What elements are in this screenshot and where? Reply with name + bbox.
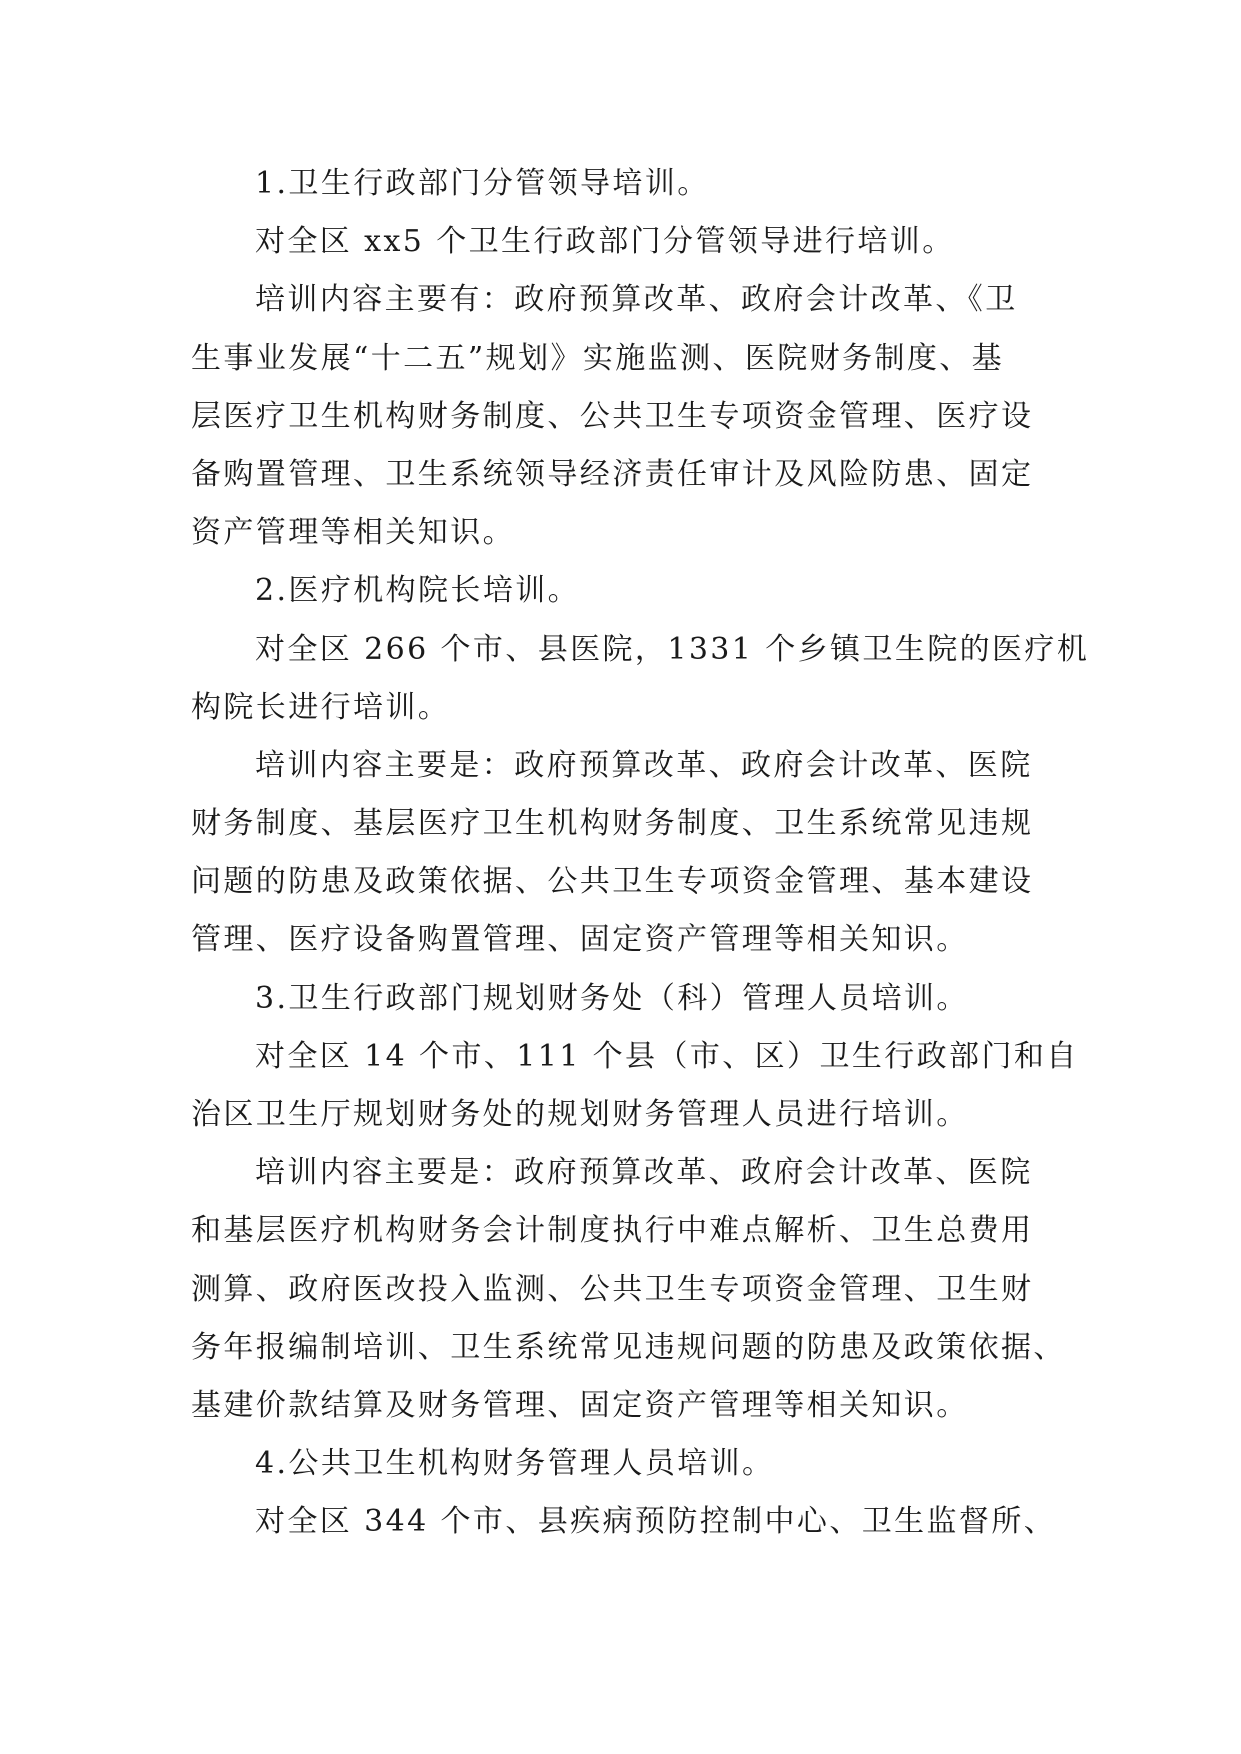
text-line: 2.医疗机构院长培训。	[255, 573, 581, 609]
text-line: 生事业发展“十二五”规划》实施监测、医院财务制度、基	[191, 340, 1005, 376]
text-line: 培训内容主要是：政府预算改革、政府会计改革、医院	[255, 747, 1033, 783]
text-line: 1.卫生行政部门分管领导培训。	[255, 166, 710, 201]
text-line: 和基层医疗机构财务会计制度执行中难点解析、卫生总费用	[191, 1213, 1034, 1249]
text-line: 培训内容主要有：政府预算改革、政府会计改革、《卫	[255, 282, 1018, 318]
text-line: 3.卫生行政部门规划财务处（科）管理人员培训。	[255, 980, 969, 1016]
text-line: 问题的防患及政策依据、公共卫生专项资金管理、基本建设	[191, 864, 1034, 900]
text-line: 对全区 266 个市、县医院，1331 个乡镇卫生院的医疗机	[255, 631, 1090, 667]
text-line: 对全区 14 个市、111 个县（市、区）卫生行政部门和自	[255, 1038, 1079, 1074]
text-line: 备购置管理、卫生系统领导经济责任审计及风险防患、固定	[191, 456, 1034, 492]
text-line: 构院长进行培训。	[191, 689, 451, 725]
document-body	[191, 155, 1090, 1552]
text-line: 培训内容主要是：政府预算改革、政府会计改革、医院	[255, 1155, 1033, 1191]
text-line: 层医疗卫生机构财务制度、公共卫生专项资金管理、医疗设	[191, 398, 1034, 434]
text-line: 资产管理等相关知识。	[191, 515, 515, 551]
text-line: 对全区 xx5 个卫生行政部门分管领导进行培训。	[255, 224, 955, 260]
text-line: 治区卫生厅规划财务处的规划财务管理人员进行培训。	[191, 1097, 969, 1132]
text-line: 基建价款结算及财务管理、固定资产管理等相关知识。	[191, 1387, 969, 1423]
text-line: 对全区 344 个市、县疾病预防控制中心、卫生监督所、	[255, 1504, 1057, 1540]
text-line: 4.公共卫生机构财务管理人员培训。	[255, 1446, 775, 1482]
text-line: 财务制度、基层医疗卫生机构财务制度、卫生系统常见违规	[191, 806, 1034, 842]
text-line: 管理、医疗设备购置管理、固定资产管理等相关知识。	[191, 922, 969, 958]
text-line: 测算、政府医改投入监测、公共卫生专项资金管理、卫生财	[191, 1271, 1034, 1307]
text-line: 务年报编制培训、卫生系统常见违规问题的防患及政策依据、	[191, 1329, 1066, 1365]
